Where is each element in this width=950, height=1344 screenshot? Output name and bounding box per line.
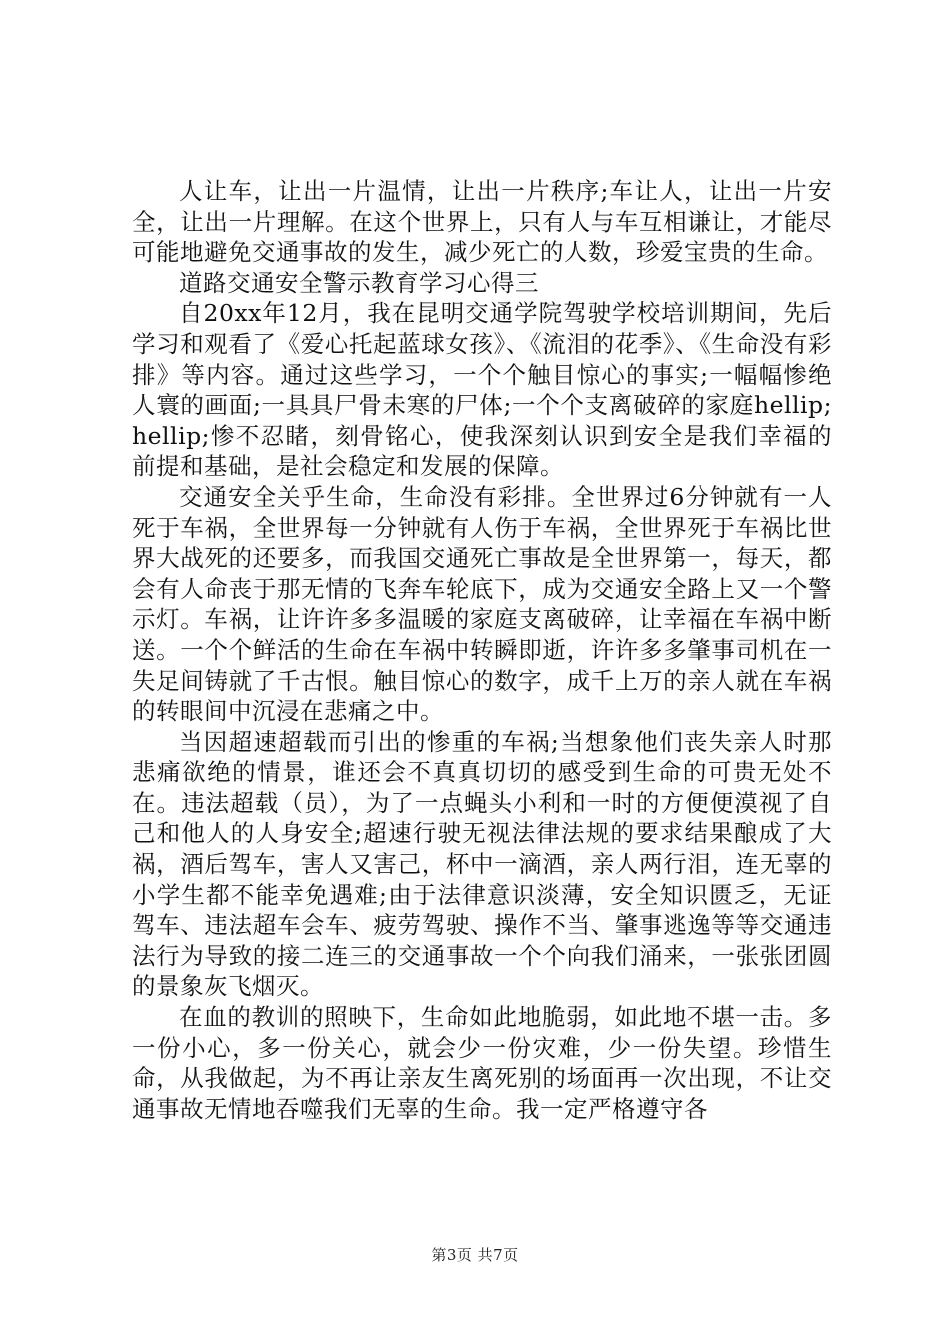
paragraph-training-study: 自20xx年12月，我在昆明交通学院驾驶学校培训期间，先后学习和观看了《爱心托起蓝球女孩》、《流泪的花季》、《生命没有彩排》等内容。通过这些学习，一个个触目惊心的事实;一幅幅惨绝人寰的画面;一具具尸骨未寒的尸体;一个个支离破碎的家庭hellip;hellip;惨不忍睹，刻骨铭心，使我深刻认识到安全是我们幸福的前提和基础，是社会稳定和发展的保障。 [132,299,832,481]
paragraph-overload-speeding: 当因超速超载而引出的惨重的车祸;当想象他们丧失亲人时那悲痛欲绝的情景，谁还会不真真切切的感受到生命的可贵无处不在。违法超载（员），为了一点蝇头小利和一时的方便便漠视了自己和他人的人身安全;超速行驶无视法律法规的要求结果酿成了大祸，酒后驾车，害人又害己，杯中一滴酒，亲人两行泪，连无辜的小学生都不能幸免遇难;由于法律意识淡薄，安全知识匮乏，无证驾车、违法超车会车、疲劳驾驶、操作不当、肇事逃逸等等交通违法行为导致的接二连三的交通事故一个个向我们涌来，一张张团圆的景象灰飞烟灭。 [132,727,832,1001]
document-body [132,176,832,1124]
paragraph-cherish-life: 在血的教训的照映下，生命如此地脆弱，如此地不堪一击。多一份小心，多一份关心，就会少一份灾难，少一份失望。珍惜生命，从我做起，为不再让亲友生离死别的场面再一次出现，不让交通事故无情地吞噬我们无辜的生命。我一定严格遵守各 [132,1003,832,1123]
paragraph-life-no-rehearsal: 交通安全关乎生命，生命没有彩排。全世界过6分钟就有一人死于车祸，全世界每一分钟就有人伤于车祸，全世界死于车祸比世界大战死的还要多，而我国交通死亡事故是全世界第一，每天，都会有人命丧于那无情的飞奔车轮底下，成为交通安全路上又一个警示灯。车祸，让许许多多温暖的家庭支离破碎，让幸福在车祸中断送。一个个鲜活的生命在车祸中转瞬即逝，许许多多肇事司机在一失足间铸就了千古恨。触目惊心的数字，成千上万的亲人就在车祸的转眼间中沉浸在悲痛之中。 [132,482,832,726]
section-heading: 道路交通安全警示教育学习心得三 [179,268,539,297]
page-number-footer: 第3页 共7页 [431,1246,519,1264]
paragraph-yield-courtesy: 人让车，让出一片温情，让出一片秩序;车让人，让出一片安全，让出一片理解。在这个世界上，只有人与车互相谦让，才能尽可能地避免交通事故的发生，减少死亡的人数，珍爱宝贵的生命。 [132,177,832,267]
